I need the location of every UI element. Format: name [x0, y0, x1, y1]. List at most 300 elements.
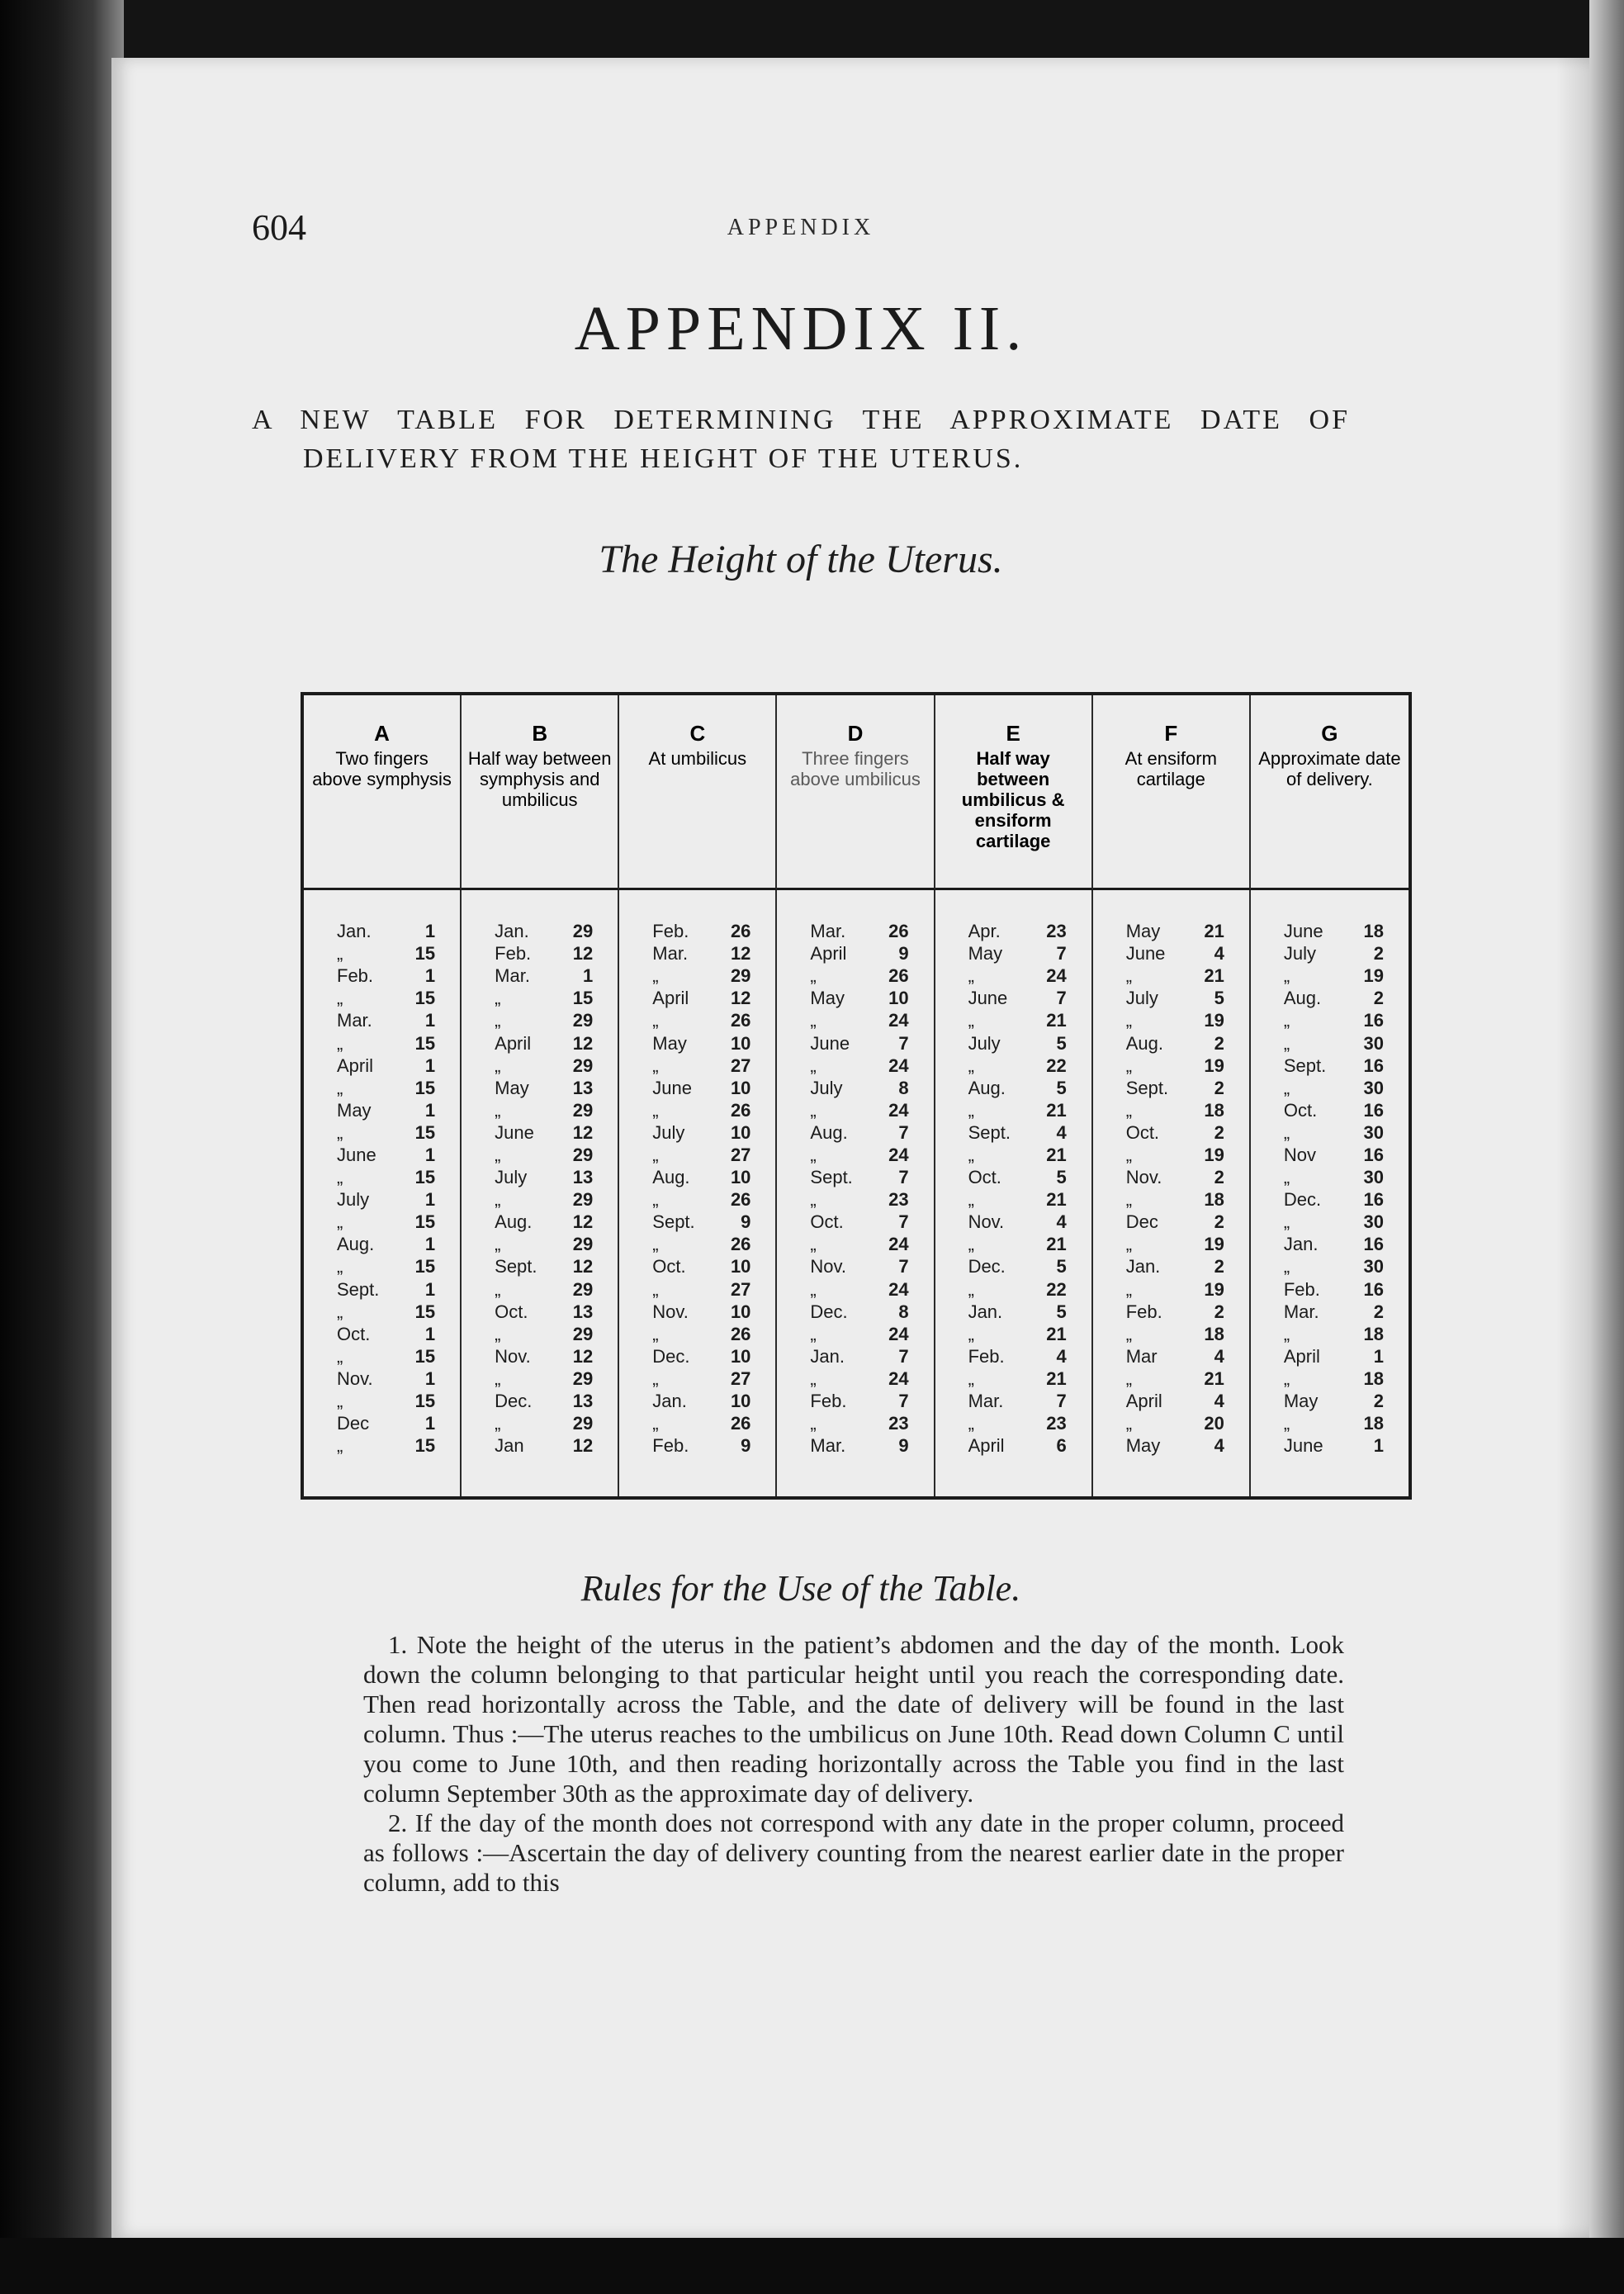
- day-cell: 10: [730, 1256, 751, 1277]
- month-cell: „: [652, 1055, 659, 1076]
- table-row: [777, 1166, 933, 1188]
- day-cell: 23: [1046, 921, 1067, 942]
- table-row: [1251, 1188, 1409, 1211]
- day-cell: 7: [898, 1121, 909, 1143]
- table-row: [1093, 942, 1249, 965]
- day-cell: 7: [1056, 988, 1067, 1009]
- day-cell: 2: [1214, 1077, 1224, 1098]
- column-header-e: [935, 695, 1093, 890]
- day-cell: 15: [414, 1121, 436, 1143]
- column-header-f: [1093, 695, 1251, 890]
- day-cell: 15: [414, 1167, 436, 1188]
- table-row: [304, 965, 460, 987]
- day-cell: 1: [583, 965, 594, 987]
- day-cell: 12: [572, 1256, 594, 1277]
- table-row: [777, 1278, 933, 1301]
- month-cell: „: [495, 1099, 501, 1121]
- table-row: [619, 1367, 775, 1390]
- table-row: [462, 1345, 618, 1367]
- month-cell: May: [1125, 921, 1161, 942]
- day-cell: 30: [1363, 1121, 1384, 1143]
- day-cell: 1: [424, 965, 436, 987]
- table-row: [462, 1367, 618, 1390]
- month-cell: Mar.: [1283, 1301, 1319, 1322]
- table-row: [1093, 1255, 1249, 1277]
- day-cell: 19: [1204, 1055, 1224, 1076]
- table-row: [619, 920, 775, 942]
- day-cell: 10: [888, 988, 909, 1009]
- month-cell: Feb.: [810, 1391, 847, 1412]
- table-row: [462, 1144, 618, 1166]
- day-cell: 2: [1373, 943, 1384, 965]
- day-cell: 18: [1204, 1099, 1224, 1121]
- month-cell: „: [810, 1323, 817, 1344]
- table-row: [1251, 942, 1409, 965]
- table-row: [462, 1211, 618, 1233]
- day-cell: 18: [1363, 1367, 1384, 1389]
- day-cell: 4: [1214, 1345, 1224, 1367]
- day-cell: 2: [1373, 1301, 1384, 1322]
- month-cell: May: [810, 988, 845, 1009]
- day-cell: 30: [1363, 1167, 1384, 1188]
- month-cell: Mar.: [810, 921, 846, 942]
- day-cell: 1: [424, 1099, 436, 1121]
- month-cell: June: [652, 1077, 692, 1098]
- day-cell: 2: [1214, 1301, 1224, 1322]
- day-cell: 12: [572, 1345, 594, 1367]
- table-row: [462, 1166, 618, 1188]
- month-cell: May: [1283, 1391, 1319, 1412]
- day-cell: 29: [572, 1413, 594, 1434]
- table-row: [1093, 1121, 1249, 1144]
- table-row: [935, 1301, 1091, 1323]
- table-row: [1093, 1055, 1249, 1077]
- month-cell: „: [968, 1144, 974, 1165]
- month-cell: April: [810, 943, 847, 965]
- column-description: At ensiform cartilage: [1124, 748, 1217, 789]
- table-row: [619, 1412, 775, 1434]
- table-row: [619, 1144, 775, 1166]
- day-cell: 26: [730, 1099, 751, 1121]
- column-description: Half way between symphysis and umbilicus: [467, 748, 612, 810]
- table-row: [1251, 920, 1409, 942]
- month-cell: „: [652, 1367, 659, 1389]
- month-cell: Apr.: [968, 921, 1001, 942]
- column-description: Two fingers above symphysis: [312, 748, 452, 789]
- month-cell: Sept.: [652, 1211, 695, 1233]
- day-cell: 1: [1373, 1435, 1384, 1457]
- rules-heading: Rules for the Use of the Table.: [580, 1568, 1021, 1609]
- month-cell: Nov: [1283, 1144, 1316, 1165]
- day-cell: 29: [730, 965, 751, 987]
- day-cell: 23: [1046, 1413, 1067, 1434]
- table-row: [1093, 1233, 1249, 1255]
- day-cell: 15: [414, 1345, 436, 1367]
- column-body-d: [777, 890, 935, 1496]
- month-cell: „: [810, 1234, 817, 1255]
- month-cell: May: [337, 1099, 372, 1121]
- month-cell: „: [337, 1077, 343, 1098]
- month-cell: „: [652, 1099, 659, 1121]
- month-cell: „: [337, 988, 343, 1009]
- month-cell: July: [1283, 943, 1316, 965]
- month-cell: Oct.: [1283, 1099, 1318, 1121]
- month-cell: Feb.: [1125, 1301, 1162, 1322]
- table-row: [1251, 1211, 1409, 1233]
- table-row: [304, 1412, 460, 1434]
- day-cell: 15: [414, 988, 436, 1009]
- table-row: [1251, 1367, 1409, 1390]
- table-row: [1093, 920, 1249, 942]
- day-cell: 1: [424, 921, 436, 942]
- table-row: [462, 1055, 618, 1077]
- table-row: [462, 1278, 618, 1301]
- month-cell: April: [495, 1032, 532, 1054]
- day-cell: 13: [572, 1301, 594, 1322]
- day-cell: 10: [730, 1301, 751, 1322]
- table-row: [619, 1233, 775, 1255]
- month-cell: „: [1125, 1099, 1133, 1121]
- table-row: [304, 1009, 460, 1031]
- table-row: [304, 1301, 460, 1323]
- day-cell: 26: [888, 921, 909, 942]
- day-cell: 21: [1046, 1367, 1067, 1389]
- table-row: [777, 1434, 933, 1457]
- month-cell: Sept.: [810, 1167, 853, 1188]
- column-header-a: [304, 695, 462, 890]
- month-cell: Aug.: [337, 1234, 375, 1255]
- month-cell: „: [495, 1367, 501, 1389]
- day-cell: 19: [1204, 1144, 1224, 1165]
- month-cell: Dec.: [968, 1256, 1006, 1277]
- table-row: [777, 1009, 933, 1031]
- month-cell: „: [810, 1010, 817, 1031]
- day-cell: 7: [898, 1211, 909, 1233]
- day-cell: 16: [1363, 1234, 1384, 1255]
- month-cell: „: [968, 1323, 974, 1344]
- table-row: [777, 1367, 933, 1390]
- table-row: [777, 1301, 933, 1323]
- day-cell: 5: [1056, 1032, 1067, 1054]
- month-cell: „: [968, 1413, 974, 1434]
- day-cell: 4: [1056, 1345, 1067, 1367]
- day-cell: 21: [1204, 1367, 1224, 1389]
- column-body-c: [619, 890, 777, 1496]
- table-row: [462, 1390, 618, 1412]
- month-cell: Jan.: [337, 921, 372, 942]
- month-cell: Jan.: [810, 1345, 845, 1367]
- day-cell: 29: [572, 1234, 594, 1255]
- day-cell: 4: [1056, 1121, 1067, 1143]
- column-letter: G: [1321, 721, 1338, 746]
- month-cell: Aug.: [495, 1211, 533, 1233]
- table-row: [619, 1188, 775, 1211]
- table-row: [777, 1031, 933, 1054]
- month-cell: „: [968, 1367, 974, 1389]
- month-cell: June: [337, 1144, 376, 1165]
- table-subtitle: A NEW TABLE FOR DETERMINING THE APPROXIMATE DATE OF DELIVERY FROM THE HEIGHT OF THE UTERUS.: [252, 405, 1350, 474]
- month-cell: „: [1125, 1367, 1133, 1389]
- month-cell: „: [1125, 965, 1133, 987]
- month-cell: „: [1125, 1055, 1133, 1076]
- day-cell: 4: [1056, 1211, 1067, 1233]
- table-row: [619, 942, 775, 965]
- day-cell: 27: [730, 1278, 751, 1300]
- table-row: [935, 1144, 1091, 1166]
- month-cell: Feb.: [968, 1345, 1005, 1367]
- column-description: Three fingers above umbilicus: [790, 748, 921, 789]
- day-cell: 5: [1056, 1301, 1067, 1322]
- month-cell: Oct.: [337, 1323, 371, 1344]
- day-cell: 7: [898, 1032, 909, 1054]
- table-row: [619, 1099, 775, 1121]
- month-cell: June: [495, 1121, 534, 1143]
- table-row: [1093, 1345, 1249, 1367]
- table-row: [462, 1031, 618, 1054]
- day-cell: 9: [741, 1211, 751, 1233]
- table-row: [1251, 1278, 1409, 1301]
- table-caption: The Height of the Uterus.: [599, 538, 1003, 581]
- table-row: [1251, 965, 1409, 987]
- month-cell: „: [1125, 1144, 1133, 1165]
- month-cell: May: [1125, 1435, 1161, 1457]
- month-cell: April: [652, 988, 689, 1009]
- month-cell: „: [337, 1211, 343, 1233]
- month-cell: „: [337, 943, 343, 965]
- delivery-date-table: [301, 692, 1412, 1500]
- table-row: [1093, 1077, 1249, 1099]
- table-row: [619, 1009, 775, 1031]
- day-cell: 1: [424, 1323, 436, 1344]
- month-cell: Nov.: [337, 1367, 373, 1389]
- table-row: [1093, 1390, 1249, 1412]
- month-cell: Feb.: [495, 943, 532, 965]
- table-row: [304, 1188, 460, 1211]
- month-cell: „: [1125, 1413, 1133, 1434]
- day-cell: 12: [730, 943, 751, 965]
- table-row: [304, 942, 460, 965]
- table-row: [304, 987, 460, 1009]
- day-cell: 1: [424, 1278, 436, 1300]
- table-row: [777, 987, 933, 1009]
- running-title: APPENDIX: [727, 215, 875, 240]
- column-description: Approximate date of delivery.: [1258, 748, 1401, 789]
- table-row: [1093, 1412, 1249, 1434]
- table-row: [777, 942, 933, 965]
- day-cell: 24: [888, 1367, 909, 1389]
- day-cell: 1: [424, 1234, 436, 1255]
- month-cell: Feb.: [337, 965, 374, 987]
- month-cell: May: [495, 1077, 529, 1098]
- day-cell: 30: [1363, 1077, 1384, 1098]
- table-row: [1093, 987, 1249, 1009]
- table-row: [777, 1412, 933, 1434]
- day-cell: 13: [572, 1077, 594, 1098]
- month-cell: Jan.: [1283, 1234, 1319, 1255]
- table-row: [935, 1412, 1091, 1434]
- column-description: Half way between umbilicus & ensiform cartilage: [961, 748, 1065, 851]
- column-description: At umbilicus: [648, 748, 747, 769]
- table-row: [1093, 1278, 1249, 1301]
- table-row: [304, 1255, 460, 1277]
- table-row: [619, 987, 775, 1009]
- day-cell: 20: [1204, 1413, 1224, 1434]
- table-row: [935, 1211, 1091, 1233]
- table-row: [304, 1278, 460, 1301]
- day-cell: 24: [888, 1055, 909, 1076]
- table-row: [1093, 1367, 1249, 1390]
- table-row: [1251, 1099, 1409, 1121]
- table-row: [935, 965, 1091, 987]
- day-cell: 7: [1056, 1391, 1067, 1412]
- table-row: [1251, 1345, 1409, 1367]
- month-cell: Jan.: [495, 921, 529, 942]
- table-row: [777, 1233, 933, 1255]
- day-cell: 30: [1363, 1032, 1384, 1054]
- month-cell: Oct.: [968, 1167, 1001, 1188]
- table-row: [462, 1077, 618, 1099]
- day-cell: 15: [414, 1032, 436, 1054]
- day-cell: 15: [414, 1435, 436, 1457]
- table-row: [935, 920, 1091, 942]
- month-cell: „: [810, 1099, 817, 1121]
- table-row: [619, 1345, 775, 1367]
- day-cell: 7: [898, 1391, 909, 1412]
- day-cell: 12: [572, 1211, 594, 1233]
- table-row: [304, 1144, 460, 1166]
- day-cell: 9: [898, 1435, 909, 1457]
- column-body-a: [304, 890, 462, 1496]
- month-cell: „: [968, 965, 974, 987]
- day-cell: 9: [741, 1435, 751, 1457]
- scan-border-left: [0, 0, 124, 2294]
- table-row: [462, 1009, 618, 1031]
- table-row: [304, 1345, 460, 1367]
- running-head: [252, 206, 1350, 256]
- table-row: [777, 1121, 933, 1144]
- table-row: [777, 1055, 933, 1077]
- month-cell: Mar.: [495, 965, 530, 987]
- month-cell: Mar: [1125, 1345, 1158, 1367]
- day-cell: 2: [1214, 1167, 1224, 1188]
- page-gutter-shadow: [1556, 58, 1589, 2238]
- month-cell: Oct.: [1125, 1121, 1160, 1143]
- day-cell: 21: [1204, 965, 1224, 987]
- table-row: [462, 965, 618, 987]
- month-cell: „: [337, 1167, 343, 1188]
- table-row: [935, 1278, 1091, 1301]
- column-body-g: [1251, 890, 1409, 1496]
- day-cell: 29: [572, 1278, 594, 1300]
- month-cell: Mar.: [810, 1435, 846, 1457]
- table-row: [935, 1009, 1091, 1031]
- month-cell: „: [652, 1234, 659, 1255]
- month-cell: „: [968, 1010, 974, 1031]
- table-row: [619, 1278, 775, 1301]
- month-cell: „: [810, 965, 817, 987]
- table-grid: [304, 695, 1409, 1496]
- day-cell: 9: [898, 943, 909, 965]
- day-cell: 29: [572, 1367, 594, 1389]
- day-cell: 29: [572, 1189, 594, 1211]
- month-cell: „: [337, 1256, 343, 1277]
- month-cell: Nov.: [968, 1211, 1005, 1233]
- month-cell: „: [1283, 1211, 1290, 1233]
- day-cell: 21: [1046, 1189, 1067, 1211]
- day-cell: 12: [572, 1435, 594, 1457]
- table-row: [935, 1233, 1091, 1255]
- day-cell: 24: [1046, 965, 1067, 987]
- month-cell: Nov.: [1125, 1167, 1162, 1188]
- month-cell: „: [495, 1234, 501, 1255]
- month-cell: „: [1283, 965, 1290, 987]
- month-cell: Dec: [1125, 1211, 1158, 1233]
- day-cell: 15: [414, 1211, 436, 1233]
- day-cell: 1: [424, 1010, 436, 1031]
- month-cell: Aug.: [968, 1077, 1006, 1098]
- day-cell: 19: [1204, 1010, 1224, 1031]
- month-cell: Sept.: [1283, 1055, 1327, 1076]
- month-cell: Oct.: [810, 1211, 844, 1233]
- rule-paragraph-2: 2. If the day of the month does not correspond with any date in the proper column, proceed as follows :—Ascertain the day of delivery counting from the nearest earlier date in the proper column, add to this: [363, 1808, 1344, 1897]
- day-cell: 12: [572, 1032, 594, 1054]
- table-row: [935, 1345, 1091, 1367]
- day-cell: 23: [888, 1413, 909, 1434]
- month-cell: „: [1125, 1278, 1133, 1300]
- month-cell: „: [1125, 1323, 1133, 1344]
- table-row: [935, 942, 1091, 965]
- month-cell: „: [495, 1189, 501, 1211]
- day-cell: 12: [572, 1121, 594, 1143]
- table-row: [304, 920, 460, 942]
- day-cell: 22: [1046, 1055, 1067, 1076]
- table-row: [1093, 1144, 1249, 1166]
- day-cell: 16: [1363, 1189, 1384, 1211]
- day-cell: 29: [572, 1055, 594, 1076]
- day-cell: 2: [1214, 1121, 1224, 1143]
- month-cell: „: [337, 1391, 343, 1412]
- day-cell: 29: [572, 1323, 594, 1344]
- day-cell: 1: [1373, 1345, 1384, 1367]
- table-row: [304, 1055, 460, 1077]
- table-row: [1093, 1211, 1249, 1233]
- day-cell: 1: [424, 1055, 436, 1076]
- month-cell: April: [1125, 1391, 1162, 1412]
- table-row: [935, 1367, 1091, 1390]
- month-cell: „: [495, 1055, 501, 1076]
- month-cell: Feb.: [1283, 1278, 1320, 1300]
- day-cell: 10: [730, 1032, 751, 1054]
- day-cell: 29: [572, 1010, 594, 1031]
- day-cell: 21: [1046, 1323, 1067, 1344]
- table-row: [777, 1345, 933, 1367]
- table-row: [777, 965, 933, 987]
- month-cell: May: [968, 943, 1003, 965]
- month-cell: Jan.: [968, 1301, 1003, 1322]
- day-cell: 24: [888, 1234, 909, 1255]
- month-cell: „: [1283, 1121, 1290, 1143]
- month-cell: July: [495, 1167, 528, 1188]
- day-cell: 26: [730, 1234, 751, 1255]
- month-cell: Dec.: [652, 1345, 690, 1367]
- month-cell: Jan.: [652, 1391, 687, 1412]
- month-cell: July: [337, 1189, 370, 1211]
- day-cell: 1: [424, 1189, 436, 1211]
- table-row: [777, 1099, 933, 1121]
- month-cell: „: [810, 1367, 817, 1389]
- month-cell: Aug.: [652, 1167, 690, 1188]
- day-cell: 2: [1214, 1211, 1224, 1233]
